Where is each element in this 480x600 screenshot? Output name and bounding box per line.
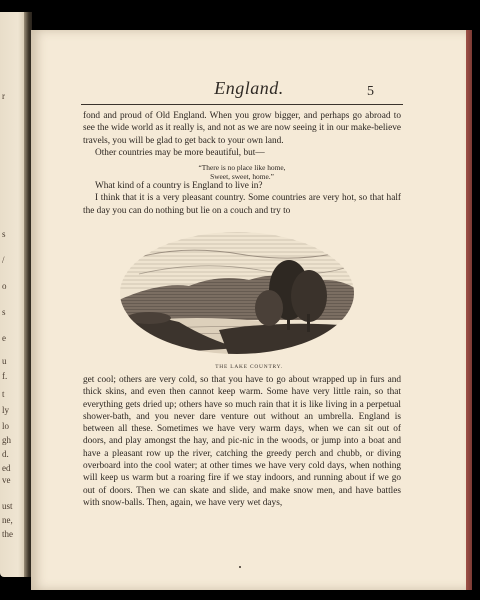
facing-page-fragment: lo [2,421,10,431]
facing-page-fragment: s [2,229,6,239]
paragraph: get cool; others are very cold, so that you have to go about wrapped up in furs and thick skins, and even then cannot keep warm. Some have very little rain, so that everything gets dried up; others have so much rain that it is like living in a perpetual shower-bath, and you never dare venture out without an umbrella. England is between all these. Sometimes we have very warm days, when we can sit out of doors, and play amongst the hay, and pic-nic in the woods, or jump into a boat and have a pleasant row up the river, catching the greedy perch and chubb, or diving overboard into the cool water; at other times we have very cold days, when nothing will keep us warm but a roaring fire if we stay indoors, and running about if we go out of doors. Then we can skate and slide, and make snow men, and have battles with snow-balls. Then, again, we have very wet days, [83,375,401,508]
facing-page-fragment: ly [2,405,10,415]
running-head: England. [214,78,284,98]
facing-page-fragment: u [2,356,7,366]
facing-page-fragment: ve [2,475,11,485]
lake-country-engraving [119,230,355,356]
text-block-top [83,110,401,187]
facing-page-fragment: t [2,389,5,399]
header-rule [81,104,403,105]
poem-quote [83,163,401,181]
facing-page-fragment: d. [2,449,9,459]
poem-line: “There is no place like home, [198,163,286,173]
facing-page-fragment: o [2,281,7,291]
facing-page-fragment: e [2,333,6,343]
text-block-middle [83,180,401,217]
page-mark [239,566,241,568]
facing-page-fragment: f. [2,371,8,381]
poem-line: Sweet, sweet, home.” [210,172,274,182]
facing-page-fragment: r [2,91,5,101]
paragraph: I think that it is a very pleasant country. Some countries are very hot, so that half the day you can do nothing but lie on a couch and try to [83,193,401,216]
facing-page-fragment: / [2,255,5,265]
paragraph: fond and proud of Old England. When you grow bigger, and perhaps go abroad to see the wide world as it really is, and not as we are now seeing it in our make-believe travels, you will be glad to get back to your own land. [83,111,401,146]
page-number: 5 [367,84,374,99]
facing-page-fragment: s [2,307,6,317]
page-edge [466,30,472,590]
facing-page-fragment: ne, [2,515,13,525]
text-block-bottom [83,374,401,509]
facing-page-fragment: ed [2,463,11,473]
paragraph: What kind of a country is England to live in? [95,181,263,191]
figure-caption: THE LAKE COUNTRY. [215,364,283,370]
paragraph: Other countries may be more beautiful, but— [95,147,265,158]
facing-page-fragment: the [2,529,13,539]
facing-page-fragment: gh [2,435,11,445]
book-page [31,30,467,590]
facing-page-fragment: ust [2,501,13,511]
